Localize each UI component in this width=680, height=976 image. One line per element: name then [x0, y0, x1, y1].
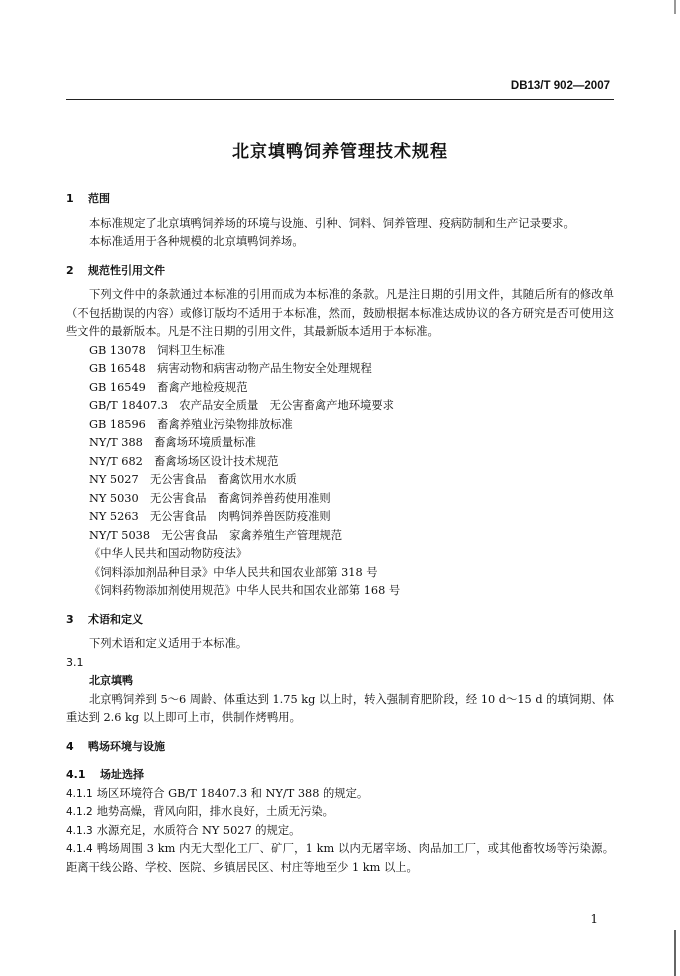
reference-item: GB 16549 畜禽产地检疫规范 [89, 380, 248, 394]
paragraph: 本标准适用于各种规模的北京填鸭饲养场。 [89, 235, 304, 248]
reference-item: NY 5030 无公害食品 畜禽饲养兽药使用准则 [89, 491, 331, 505]
section-heading-1 [66, 190, 614, 209]
section-number: 3 [66, 612, 74, 626]
clause-text: 鸭场周围 3 km 内无大型化工厂、矿厂，1 km 以内无屠宰场、肉品加工厂，或其他畜牧场等污染源。距离干线公路、学校、医院、乡镇居民区、村庄等地至少 1 km 以上。 [66, 842, 614, 874]
clause-number: 4.1.3 [66, 824, 93, 837]
section-title: 规范性引用文件 [88, 263, 165, 277]
clause-number: 4.1.2 [66, 806, 93, 818]
document-title: 北京填鸭饲养管理技术规程 [232, 142, 448, 162]
subsection-title: 场址选择 [100, 768, 144, 781]
reference-item: 《中华人民共和国动物防疫法》 [89, 547, 248, 560]
paragraph: 下列文件中的条款通过本标准的引用而成为本标准的条款。凡是注日期的引用文件，其随后所有的修改单（不包括勘误的内容）或修订版均不适用于本标准，然而，鼓励根据本标准达成协议的各方研究是否可使用这些文件的最新版本。凡是不注日期的引用文件，其最新版本适用于本标准。 [66, 288, 614, 338]
reference-item: GB 16548 病害动物和病害动物产品生物安全处理规程 [89, 362, 372, 375]
clause-text: 地势高燥，背风向阳，排水良好，土质无污染。 [96, 805, 334, 818]
section-number: 1 [66, 192, 74, 205]
reference-list [66, 342, 614, 601]
section-number: 2 [66, 263, 74, 277]
header-rule [66, 99, 614, 100]
clause-item [66, 840, 614, 877]
section-number: 4 [66, 739, 74, 753]
section-title: 范围 [88, 192, 110, 205]
scan-edge-mark-bottom [674, 930, 676, 976]
reference-item: 《饲料添加剂品种目录》中华人民共和国农业部第 318 号 [89, 565, 378, 579]
reference-item: NY/T 5038 无公害食品 家禽养殖生产管理规范 [89, 528, 343, 542]
reference-item: GB/T 18407.3 农产品安全质量 无公害畜禽产地环境要求 [89, 399, 394, 412]
subsection-number: 4.1 [66, 768, 86, 781]
section-title: 鸭场环境与设施 [88, 739, 165, 753]
term-number: 3.1 [66, 655, 84, 669]
clause-text: 场区环境符合 GB/T 18407.3 和 NY/T 388 的规定。 [96, 786, 369, 800]
clause-item [66, 822, 614, 841]
reference-item: 《饲料药物添加剂使用规范》中华人民共和国农业部第 168 号 [89, 584, 401, 597]
document-body [66, 190, 614, 877]
page-number: 1 [590, 912, 598, 926]
clause-text: 水源充足，水质符合 NY 5027 的规定。 [96, 823, 301, 837]
section-heading-2 [66, 262, 614, 281]
section-heading-4 [66, 738, 614, 757]
clause-number: 4.1.1 [66, 787, 93, 800]
section-title: 术语和定义 [88, 612, 143, 626]
reference-item: NY/T 388 畜禽场环境质量标准 [89, 436, 256, 449]
term-name: 北京填鸭 [89, 674, 133, 687]
reference-item: NY 5263 无公害食品 肉鸭饲养兽医防疫准则 [89, 510, 331, 523]
clause-item [66, 785, 614, 804]
reference-item: NY 5027 无公害食品 畜禽饮用水水质 [89, 473, 297, 486]
paragraph: 下列术语和定义适用于本标准。 [89, 637, 248, 650]
standard-number: DB13/T 902—2007 [510, 80, 610, 92]
subsection-heading [66, 766, 614, 785]
reference-item: GB 13078 饲料卫生标准 [89, 343, 225, 357]
reference-item: GB 18596 畜禽养殖业污染物排放标准 [89, 417, 293, 431]
paragraph: 本标准规定了北京填鸭饲养场的环境与设施、引种、饲料、饲养管理、疫病防制和生产记录要求。 [89, 216, 575, 230]
section-heading-3 [66, 611, 614, 630]
scan-edge-mark-top [674, 0, 676, 14]
clause-number: 4.1.4 [66, 843, 93, 855]
clause-item [66, 803, 614, 822]
term-definition: 北京鸭饲养到 5～6 周龄、体重达到 1.75 kg 以上时，转入强制育肥阶段，经 10 d～15 d 的填饲期、体重达到 2.6 kg 以上即可上市，供制作烤鸭用。 [66, 692, 614, 724]
reference-item: NY/T 682 畜禽场场区设计技术规范 [89, 454, 279, 468]
